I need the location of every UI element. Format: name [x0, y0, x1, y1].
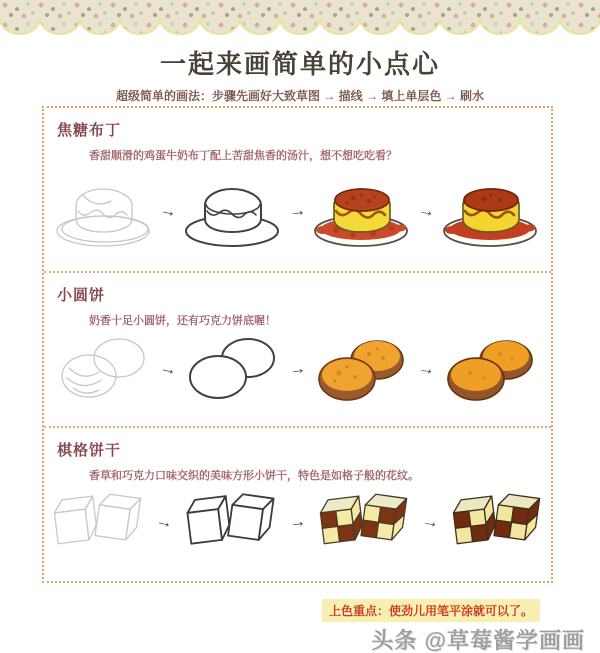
section-description: 香草和巧克力口味交织的美味方形小饼干，特色是如格子般的花纹。	[89, 470, 419, 482]
step-arrow-icon: →	[154, 510, 176, 533]
checker-steps-row	[44, 487, 551, 557]
watermark-text: 头条 @草莓酱学画画	[371, 628, 585, 653]
section-title: 小圆饼	[57, 287, 106, 304]
section-caramel-pudding	[44, 108, 551, 271]
pudding-step2-lineart-illustration	[182, 167, 284, 255]
cookie-step1-sketch-illustration	[53, 332, 155, 406]
page-subtitle: 超级简单的画法：步骤先画好大致草图 → 描线 → 填上单层色 → 刷水	[115, 89, 484, 103]
cookie-step2-lineart-illustration	[182, 332, 284, 406]
scalloped-banner	[0, 0, 600, 36]
section-description: 香甜顺滑的鸡蛋牛奶布丁配上苦甜焦香的汤汁，想不想吃吃看？	[89, 150, 397, 162]
section-description: 奶香十足小圆饼，还有巧克力饼底喔！	[89, 315, 276, 327]
section-title: 焦糖布丁	[57, 122, 122, 139]
pudding-step4-final-illustration	[440, 167, 542, 255]
step-arrow-icon: →	[288, 200, 307, 221]
tutorial-box	[42, 106, 553, 583]
checker-step4-final-illustration	[444, 487, 550, 557]
section-checkered-cookies	[44, 426, 551, 579]
page-title: 一起来画简单的小点心	[159, 49, 440, 79]
cookie-step3-colored-illustration	[311, 332, 413, 406]
section-title: 棋格饼干	[57, 442, 122, 459]
step-arrow-icon: →	[416, 199, 437, 222]
cookie-step4-final-illustration	[440, 332, 542, 406]
step-arrow-icon: →	[416, 357, 437, 380]
pudding-step3-colored-illustration	[311, 167, 413, 255]
step-arrow-icon: →	[288, 358, 307, 379]
pudding-step1-sketch-illustration	[53, 167, 155, 255]
cookie-steps-row	[44, 332, 551, 406]
section-round-cookies	[44, 271, 551, 426]
checker-step1-sketch-illustration	[45, 487, 151, 557]
pudding-steps-row	[44, 167, 551, 255]
step-arrow-icon: →	[288, 511, 307, 532]
checker-step2-lineart-illustration	[178, 487, 284, 557]
step-arrow-icon: →	[158, 357, 180, 380]
step-arrow-icon: →	[158, 199, 180, 222]
coloring-tip-note: 上色重点：使劲儿用笔平涂就可以了。	[322, 599, 540, 622]
step-arrow-icon: →	[420, 510, 441, 533]
checker-step3-colored-illustration	[311, 487, 417, 557]
